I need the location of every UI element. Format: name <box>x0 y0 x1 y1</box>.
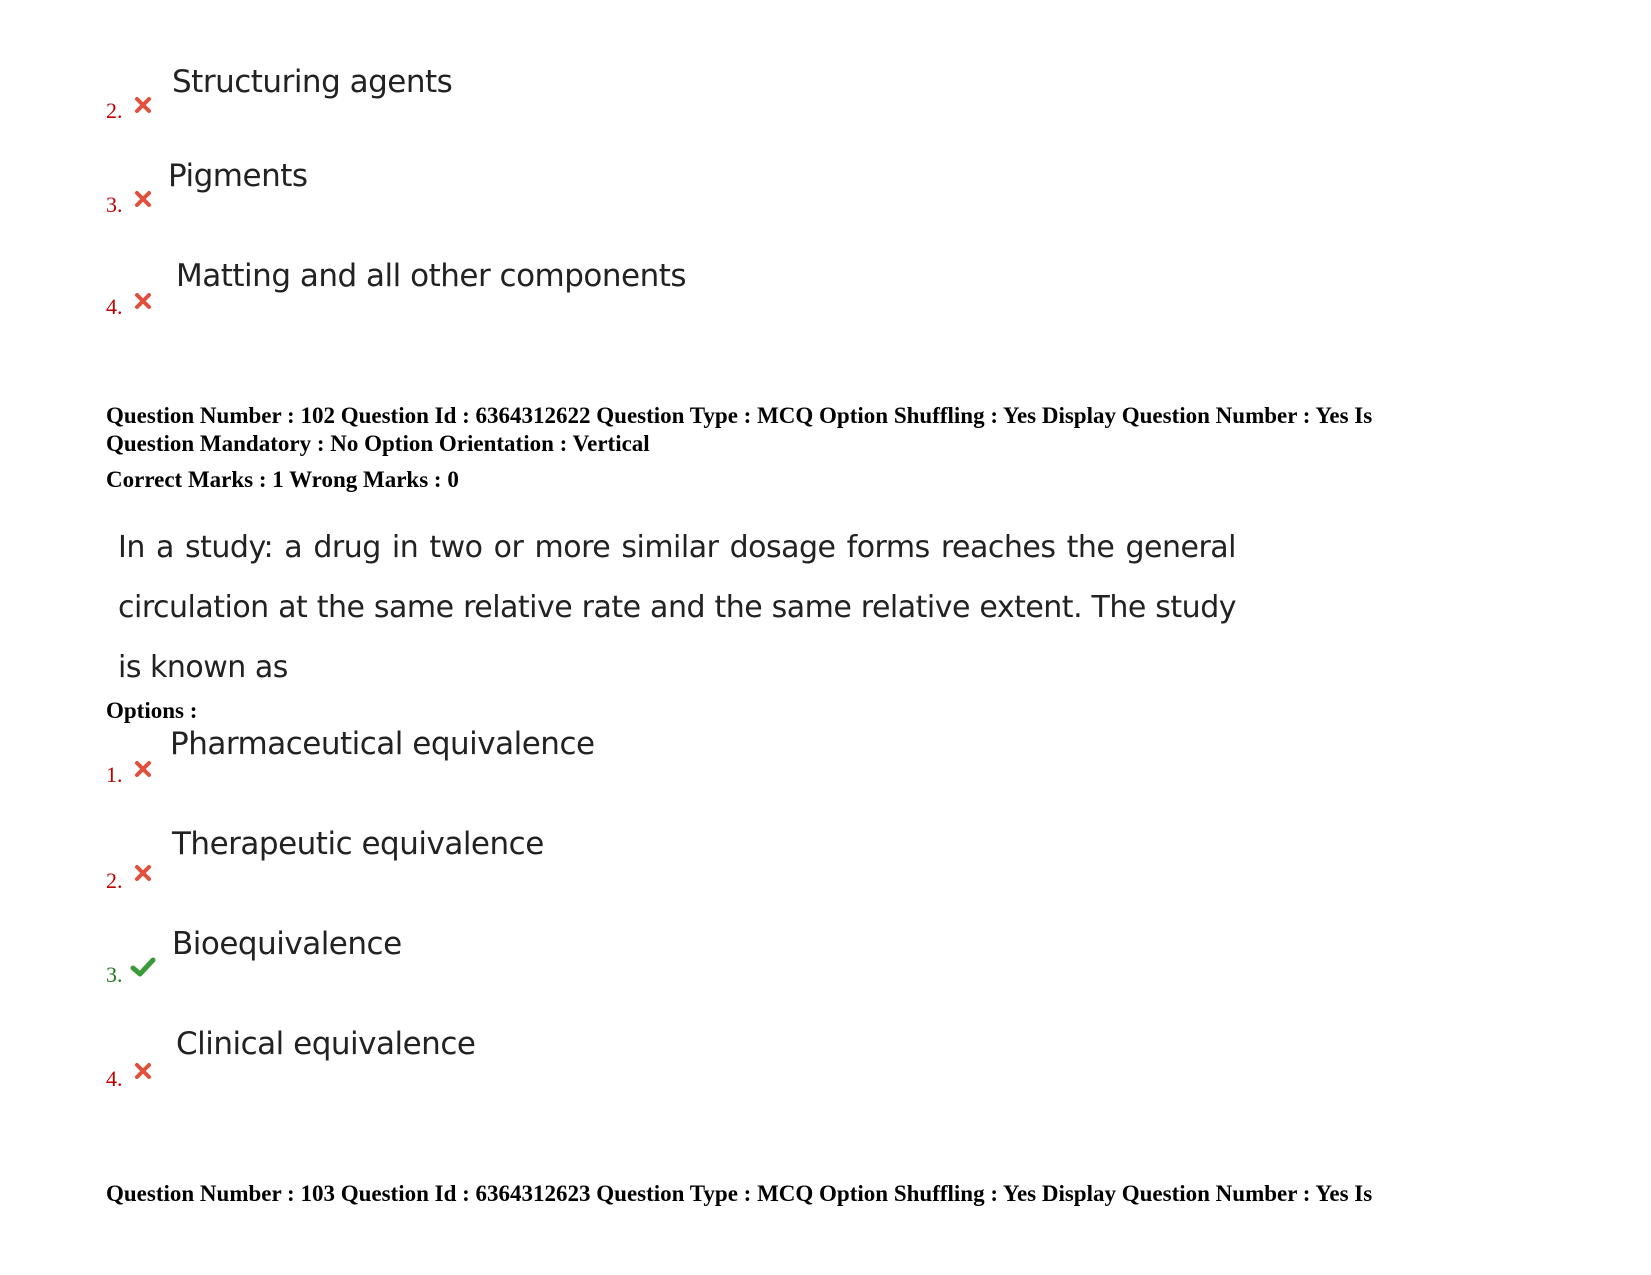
cross-icon <box>134 96 152 114</box>
option-item <box>106 1026 1006 1091</box>
option-item <box>106 726 1006 786</box>
option-item <box>106 258 1006 318</box>
option-text: Bioequivalence <box>172 926 402 962</box>
question-meta-line1: Question Number : 102 Question Id : 6364312622 Question Type : MCQ Option Shuffling : Yes Display Question Number : Yes Is <box>106 403 1373 428</box>
cross-icon <box>134 760 152 778</box>
option-number: 4. <box>106 1066 123 1091</box>
question-marks: Correct Marks : 1 Wrong Marks : 0 <box>106 467 459 492</box>
option-number: 2. <box>106 98 123 123</box>
option-number: 3. <box>106 962 123 987</box>
cross-icon <box>134 292 152 310</box>
option-text: Matting and all other components <box>176 258 687 294</box>
option-item <box>106 826 1006 893</box>
option-number: 3. <box>106 192 123 217</box>
question-text: In a study: a drug in two or more similar dosage forms reaches the general circulation at the same relative rate and the same relative extent. The study is known as <box>118 530 1236 685</box>
option-text: Therapeutic equivalence <box>172 826 544 862</box>
question-meta-line1: Question Number : 103 Question Id : 6364312623 Question Type : MCQ Option Shuffling : Yes Display Question Number : Yes Is <box>106 1181 1373 1206</box>
options-label: Options : <box>106 698 198 723</box>
option-item <box>106 926 1006 986</box>
option-number: 2. <box>106 868 123 893</box>
option-number: 4. <box>106 294 123 319</box>
option-text: Structuring agents <box>172 64 453 100</box>
option-text: Pharmaceutical equivalence <box>170 726 595 762</box>
option-text: Clinical equivalence <box>176 1026 476 1062</box>
cross-icon <box>134 864 152 882</box>
question-meta-line2: Question Mandatory : No Option Orientation : Vertical <box>106 431 650 456</box>
option-number: 1. <box>106 762 123 787</box>
check-icon <box>130 956 156 978</box>
cross-icon <box>134 1062 152 1080</box>
option-item <box>106 62 1006 122</box>
question-meta <box>106 1180 1556 1208</box>
option-text: Pigments <box>168 158 308 194</box>
question-meta <box>106 402 1556 458</box>
option-item <box>106 158 1006 218</box>
cross-icon <box>134 190 152 208</box>
